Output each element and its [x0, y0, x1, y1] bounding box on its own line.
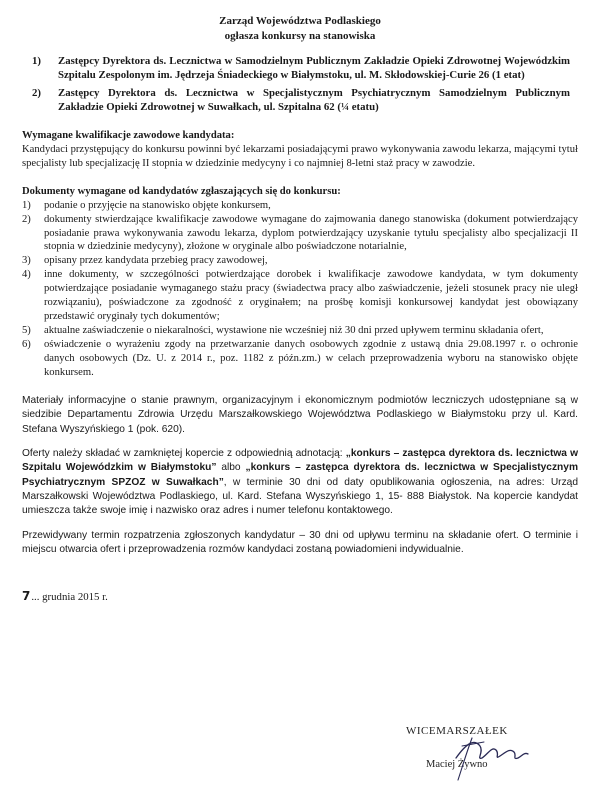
document-text: oświadczenie o wyrażeniu zgody na przetwarzanie danych osobowych zgodnie z ustawą dnia 29.08.1997 r. o ochronie danych osobowych (Dz. U. z 2014 r., poz. 1182 z późn.zm.) w celach przeprowadzenia wyboru na stanowisko objęte konkursem.	[44, 339, 578, 379]
document-item	[22, 199, 578, 213]
positions-list	[22, 54, 578, 115]
documents-title: Dokumenty wymagane od kandydatów zgłaszających się do konkursu:	[22, 185, 341, 197]
document-text: dokumenty stwierdzające kwalifikacje zawodowe wymagane do zajmowania danego stanowiska (dokument potwierdzający posiadanie prawa wykonywania zawodu lekarza, dyplom potwierdzający uzyskanie tytułu specjalisty albo specjalizacji II stopnia w dziedzinie medycyny), złożone w oryginale albo poświadczone notarialnie,	[44, 213, 578, 253]
document-number: 6)	[22, 339, 31, 351]
document-item	[22, 268, 578, 324]
document-item	[22, 213, 578, 255]
document-text: opisany przez kandydata przebieg pracy zawodowej,	[44, 255, 268, 267]
header-title: Zarząd Województwa Podlaskiego	[219, 15, 381, 27]
document-text: podanie o przyjęcie na stanowisko objęte konkursem,	[44, 199, 271, 211]
materials-paragraph: Materiały informacyjne o stanie prawnym, organizacyjnym i ekonomicznym podmiotów leczniczych udostępniane są w siedzibie Departamentu Zdrowia Urzędu Marszałkowskiego Województwa Podlaskiego w Białymstoku przy ul. Kard. Stefana Wyszyńskiego 1 (pok. 620).	[22, 395, 578, 435]
review-paragraph: Przewidywany termin rozpatrzenia zgłoszonych kandydatur – 30 dni od upływu terminu na składanie ofert. O terminie i miejscu otwarcia ofert i przeprowadzenia rozmów kandydaci zostaną powiadomieni indywidualnie.	[22, 529, 578, 556]
date-text: ... grudnia 2015 r.	[31, 591, 108, 604]
qualifications-text: Kandydaci przystępujący do konkursu powinni być lekarzami posiadającymi prawo wykonywania zawodu lekarza, mającymi tytuł specjalisty lub specjalizację II stopnia w dziedzinie medycyny i co najmniej 8-letni staż pracy w zawodzie.	[22, 143, 578, 169]
document-text: aktualne zaświadczenie o niekaralności, wystawione nie wcześniej niż 30 dni przed upływem terminu składania ofert,	[44, 325, 544, 337]
position-item	[32, 86, 578, 115]
document-number: 5)	[22, 325, 31, 337]
document-text: inne dokumenty, w szczególności potwierdzające dorobek i kwalifikacje zawodowe kandydata, w tym dokumenty potwierdzające posiadanie wymaganego stażu pracy (świadectwa pracy albo zaświadczenie, jeżeli stosunek pracy nie uległ rozwiązaniu), poświadczone za zgodność z oryginałem; na prośbę komisji konkursowej kandydat jest obowiązany przedstawić oryginały tych dokumentów;	[44, 269, 578, 323]
offers-annotation-1: „konkurs – zastępca dyrektora ds. lecznictwa w Szpitalu Wojewódzkim w Białymstoku”	[22, 448, 578, 474]
stamp-name: Maciej Żywno	[426, 759, 488, 770]
document-number: 4)	[22, 269, 31, 281]
offers-text-1: Oferty należy składać w zamkniętej kopercie z odpowiednią adnotacją:	[22, 448, 346, 460]
stamp-title: WICEMARSZAŁEK	[406, 725, 508, 737]
offers-annotation-2: „konkurs – zastępca dyrektora ds. lecznictwa w Specjalistycznym Psychiatrycznym SPZOZ w Suwałkach”	[22, 462, 578, 488]
documents-list	[22, 199, 578, 381]
offers-paragraph	[22, 447, 578, 518]
offers-text-3: , w terminie 30 dni od daty opublikowania ogłoszenia, na adres: Urząd Marszałkowski Województwa Podlaskiego, ul. Kard. Stefana Wyszyńskiego 1, 15- 888 Białystok. Na kopercie kandydat umieszcza także swoje imię i nazwisko oraz adres i numer telefonu kontaktowego.	[22, 476, 578, 517]
offers-text-2: albo	[216, 462, 246, 474]
position-text: Zastępcy Dyrektora ds. Lecznictwa w Samodzielnym Publicznym Zakładzie Opieki Zdrowotnej Wojewódzkim Szpitalu Zespolonym im. Jędrzeja Śniadeckiego w Białymstoku, ul. M. Skłodowskiej-Curie 26 (1 etat)	[58, 54, 570, 81]
qualifications-title: Wymagane kwalifikacje zawodowe kandydata:	[22, 129, 235, 141]
position-number: 2)	[32, 87, 41, 100]
handwritten-signature-icon	[396, 724, 566, 792]
document-number: 2)	[22, 213, 31, 225]
header	[22, 14, 578, 44]
date-day-handwritten: 7	[22, 589, 31, 604]
position-text: Zastępcy Dyrektora ds. Lecznictwa w Specjalistycznym Psychiatrycznym Samodzielnym Publicznym Zakładzie Opieki Zdrowotnej w Suwałkach, ul. Szpitalna 62 (¼ etatu)	[58, 87, 570, 114]
issue-date	[22, 589, 578, 605]
document-number: 3)	[22, 255, 31, 267]
document-item	[22, 338, 578, 380]
signature-stamp	[396, 724, 566, 792]
document-item	[22, 324, 578, 338]
document-number: 1)	[22, 199, 31, 211]
header-subtitle: ogłasza konkursy na stanowiska	[224, 29, 376, 42]
document-item	[22, 254, 578, 268]
position-item	[32, 54, 578, 83]
position-number: 1)	[32, 54, 41, 67]
